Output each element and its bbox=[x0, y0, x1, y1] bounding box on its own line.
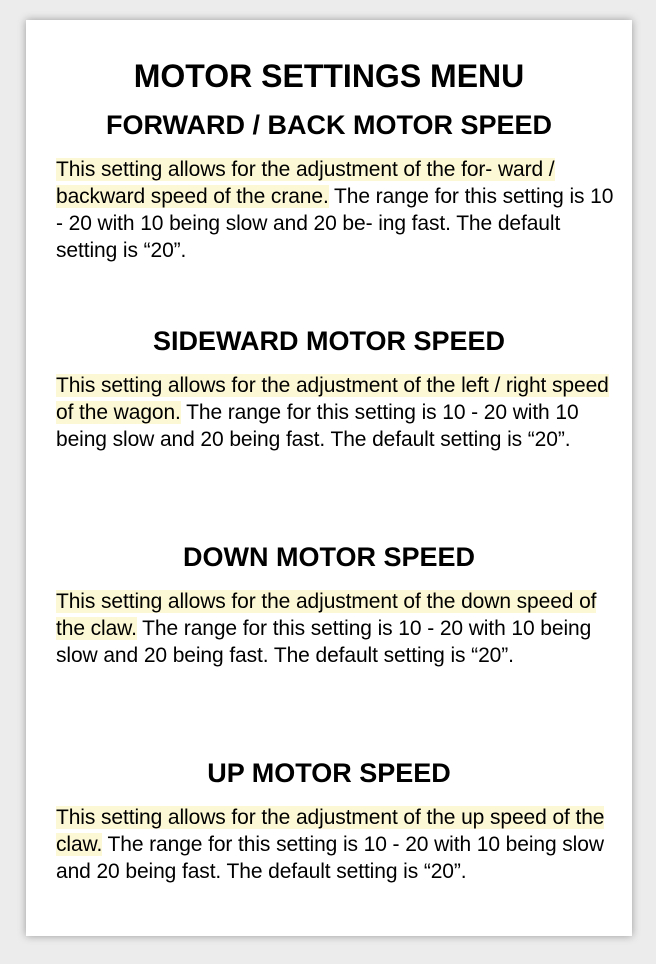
heading-down-motor-speed: DOWN MOTOR SPEED bbox=[182, 542, 476, 572]
body-text: The range for this setting is 10 - 20 with 10 being slow and 20 be- ing fast. The default setting is “20”. bbox=[56, 185, 614, 262]
heading-forward-back-motor-speed: FORWARD / BACK MOTOR SPEED bbox=[105, 110, 553, 140]
paragraph-forward-back-motor-speed bbox=[56, 156, 616, 264]
paragraph-down-motor-speed bbox=[56, 588, 616, 669]
highlighted-text: This setting allows for the adjustment of the up speed of the claw. bbox=[56, 806, 605, 856]
body-text: The range for this setting is 10 - 20 with 10 being slow and 20 being fast. The default setting is “20”. bbox=[56, 617, 592, 667]
body-text: The range for this setting is 10 - 20 with 10 being slow and 20 being fast. The default setting is “20”. bbox=[56, 833, 604, 883]
heading-up-motor-speed: UP MOTOR SPEED bbox=[207, 758, 451, 788]
paragraph-up-motor-speed bbox=[56, 804, 616, 885]
document-page bbox=[26, 20, 632, 936]
page-title: MOTOR SETTINGS MENU bbox=[133, 58, 525, 94]
heading-sideward-motor-speed: SIDEWARD MOTOR SPEED bbox=[152, 326, 506, 356]
highlighted-text: This setting allows for the adjustment of the down speed of the claw. bbox=[56, 590, 597, 640]
highlighted-text: This setting allows for the adjustment of the for- ward / backward speed of the crane. bbox=[56, 158, 555, 208]
body-text: The range for this setting is 10 - 20 with 10 being slow and 20 being fast. The default setting is “20”. bbox=[56, 401, 579, 451]
paragraph-sideward-motor-speed bbox=[56, 372, 616, 453]
highlighted-text: This setting allows for the adjustment of the left / right speed of the wagon. bbox=[56, 374, 609, 424]
